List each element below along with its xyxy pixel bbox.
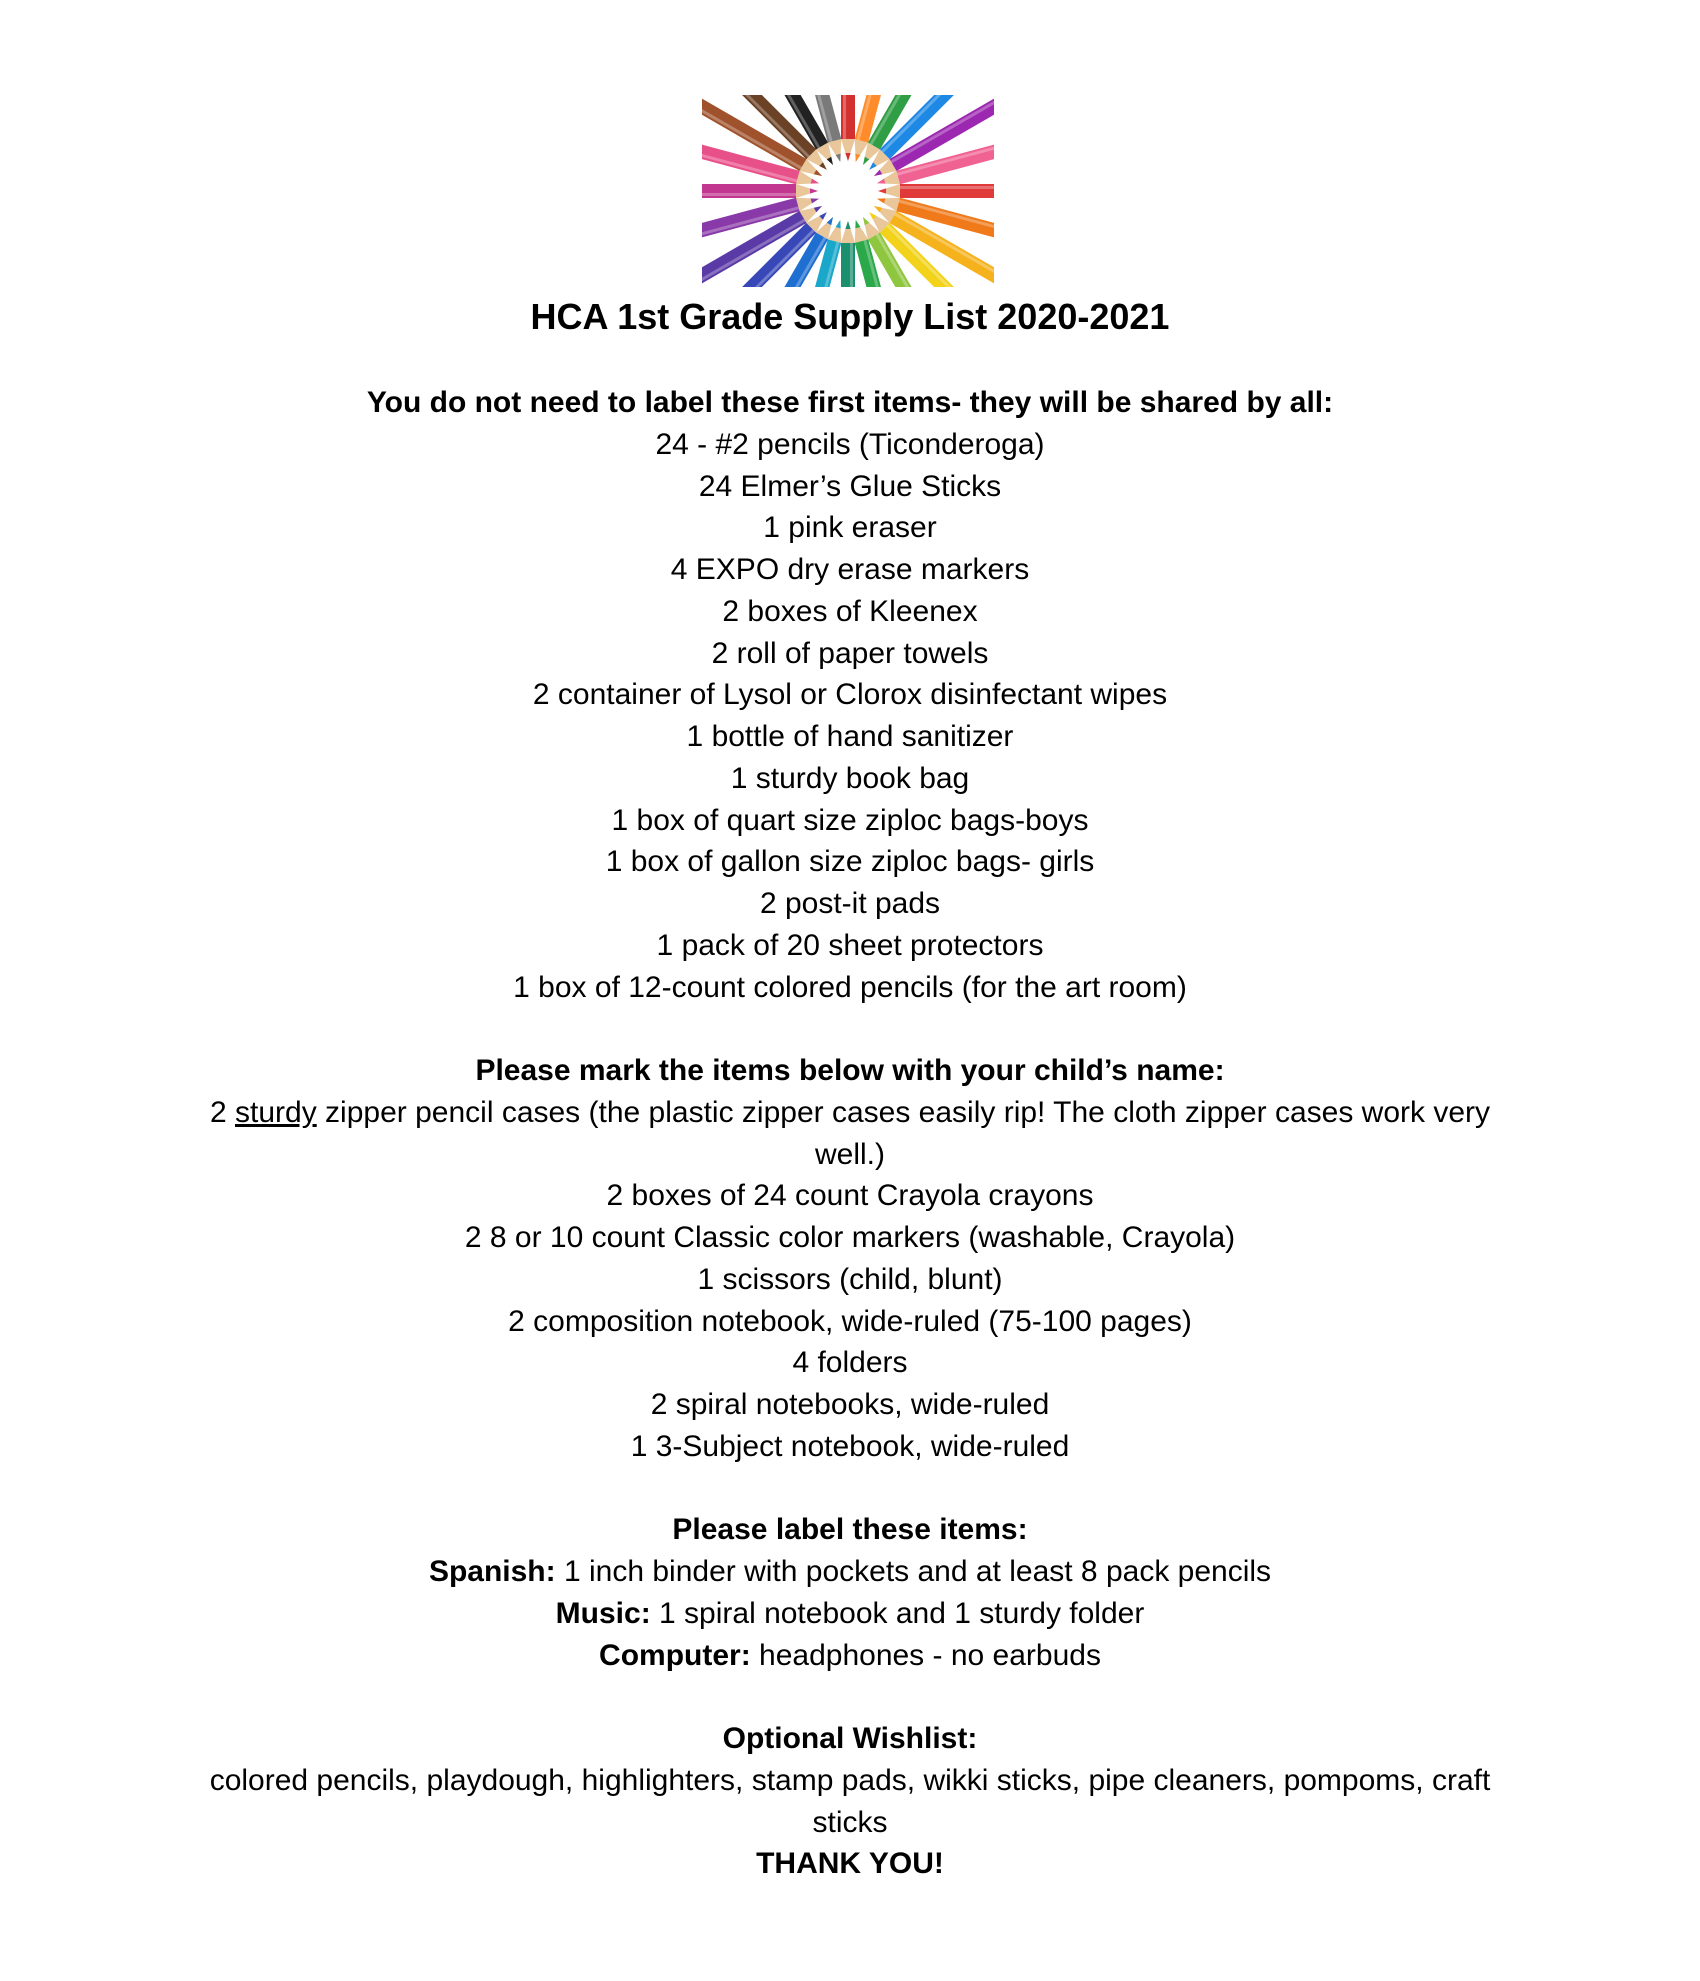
pencil-lead	[876, 196, 885, 203]
pencil-lead	[853, 219, 860, 228]
pencil-highlight	[850, 243, 853, 287]
list-item: 2 post-it pads	[759, 887, 941, 920]
item-label: Spanish:	[428, 1555, 556, 1588]
colored-pencils-illustration	[702, 95, 994, 287]
list-item: 4 folders	[792, 1346, 908, 1380]
item-text: zipper pencil cases (the plastic zipper cases easily rip! The cloth zipper cases work very well.)	[316, 1095, 1490, 1171]
list-item: 1 bottle of hand sanitizer	[686, 720, 1014, 753]
labeled-items-heading: Please label these items:	[672, 1513, 1028, 1547]
list-item: 1 box of 12-count colored pencils (for the art room)	[513, 970, 1187, 1004]
pencil-lead	[878, 188, 886, 193]
pencil-lead	[836, 154, 843, 163]
pencil-lead	[811, 179, 820, 186]
list-item	[200, 1593, 1500, 1635]
item-prefix: 2	[209, 1095, 236, 1129]
section-spacer	[200, 1676, 1500, 1718]
pencil-lead	[810, 188, 818, 193]
list-item: 2 container of Lysol or Clorox disinfectant wipes	[532, 678, 1168, 712]
pencil	[702, 184, 818, 198]
list-item: 24 - #2 pencils (Ticonderoga)	[655, 427, 1045, 461]
list-item: 2 roll of paper towels	[711, 636, 989, 670]
list-item: 1 pack of 20 sheet protectors	[656, 928, 1044, 962]
list-item: 2 boxes of Kleenex	[722, 594, 978, 628]
list-item: 1 box of quart size ziploc bags-boys	[611, 803, 1089, 837]
pencil	[841, 95, 855, 161]
pencil-highlight	[843, 95, 846, 139]
section-spacer	[200, 1468, 1500, 1510]
list-item: 2 composition notebook, wide-ruled (75-100 pages)	[508, 1304, 1192, 1338]
pencil-lead	[876, 179, 885, 186]
section-spacer	[200, 1008, 1500, 1050]
pencil	[878, 184, 994, 198]
list-item: 2 spiral notebooks, wide-ruled	[650, 1388, 1050, 1421]
shared-items-heading: You do not need to label these first items- they will be shared by all:	[366, 386, 1334, 419]
pencil-circle-center	[819, 162, 877, 220]
item-text: 1 spiral notebook and 1 sturdy folder	[650, 1596, 1145, 1630]
list-item: 2 8 or 10 count Classic color markers (washable, Crayola)	[464, 1221, 1236, 1254]
named-items-heading: Please mark the items below with your child’s name:	[475, 1054, 1225, 1087]
underlined-word: sturdy	[235, 1095, 317, 1129]
pencil-lead	[836, 219, 843, 228]
list-item	[200, 1635, 1500, 1677]
pencil-lead	[845, 153, 850, 161]
closing-text: THANK YOU!	[756, 1847, 944, 1881]
pencil-highlight	[900, 186, 994, 189]
supply-list	[200, 382, 1500, 1885]
shared-items-list	[200, 424, 1500, 1009]
list-item: 1 box of gallon size ziploc bags- girls	[605, 845, 1095, 879]
list-item: 1 scissors (child, blunt)	[697, 1262, 1003, 1296]
wishlist-heading: Optional Wishlist:	[722, 1722, 978, 1755]
item-text: headphones - no earbuds	[750, 1638, 1101, 1672]
pencil-lead	[853, 154, 860, 163]
list-item: 1 3-Subject notebook, wide-ruled	[630, 1429, 1070, 1463]
labeled-items-list	[200, 1551, 1500, 1676]
item-label: Music:	[555, 1596, 651, 1630]
page-title: HCA 1st Grade Supply List 2020-2021	[530, 296, 1170, 337]
list-item	[200, 1551, 1500, 1593]
list-item: 1 sturdy book bag	[730, 761, 970, 795]
wishlist-text: colored pencils, playdough, highlighters, stamp pads, wikki sticks, pipe cleaners, pompoms, craft sticks	[209, 1763, 1491, 1839]
pencil-lead	[845, 221, 850, 229]
pencil	[841, 221, 855, 287]
list-item: 24 Elmer’s Glue Sticks	[698, 469, 1002, 503]
named-items-list	[200, 1092, 1500, 1468]
colored-pencils-image	[702, 95, 994, 287]
list-item: 1 pink eraser	[763, 511, 937, 545]
list-item: 4 EXPO dry erase markers	[670, 553, 1030, 586]
item-label: Computer:	[599, 1638, 751, 1672]
item-text: 1 inch binder with pockets and at least 8 pack pencils	[555, 1555, 1272, 1588]
list-item: 2 boxes of 24 count Crayola crayons	[606, 1179, 1094, 1213]
pencil-highlight	[702, 193, 796, 196]
list-item	[200, 1092, 1500, 1176]
pencil-lead	[811, 196, 820, 203]
